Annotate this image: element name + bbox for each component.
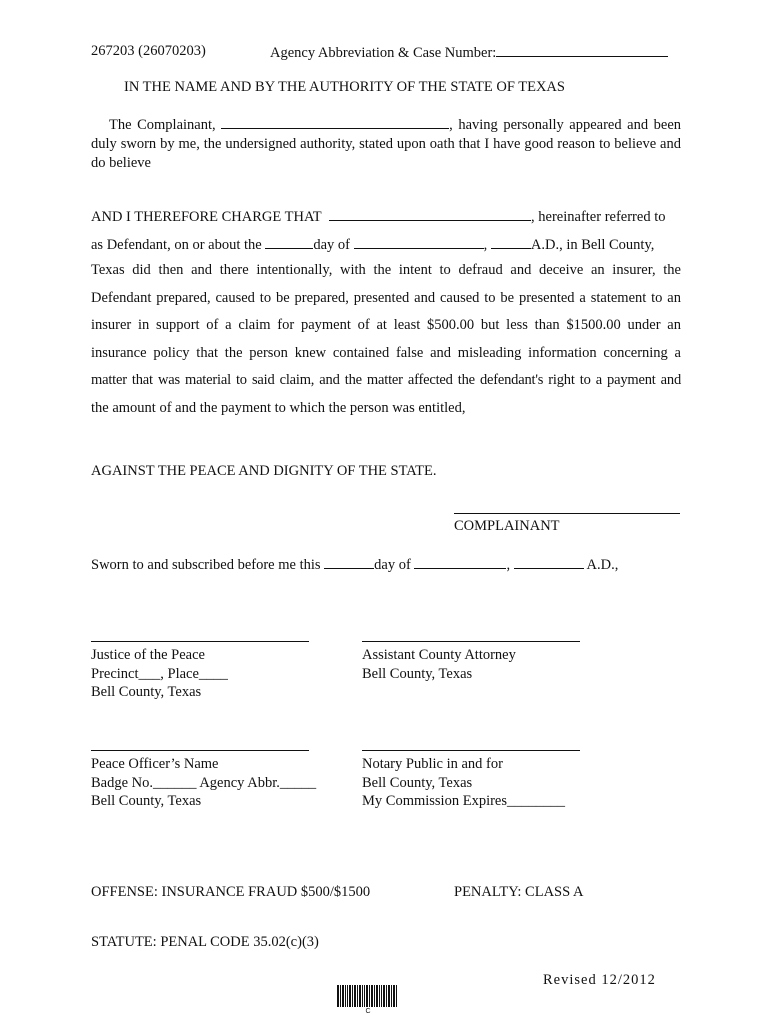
charge-body-line: insurer in support of a claim for payment of at least $500.00 but less than $1500.00 under an xyxy=(91,317,681,333)
complainant-paragraph xyxy=(91,115,681,173)
authority-line: IN THE NAME AND BY THE AUTHORITY OF THE STATE OF TEXAS xyxy=(124,79,565,95)
barcode-icon xyxy=(337,985,399,1013)
notary-commission: My Commission Expires________ xyxy=(362,793,566,809)
barcode-label: C xyxy=(365,1008,371,1013)
notary-county: Bell County, Texas xyxy=(362,774,473,791)
case-id: 267203 (26070203) xyxy=(91,43,206,59)
sworn-year-field[interactable] xyxy=(514,555,584,569)
attorney-title: Assistant County Attorney xyxy=(362,647,516,663)
complainant-suffix: , having personally appeared and been duly sworn by me, the undersigned authority, stated upon oath that I have good reason to believe and do believe xyxy=(91,117,682,171)
on-or-about-text: as Defendant, on or about the xyxy=(91,237,262,253)
officer-signature-line[interactable] xyxy=(91,750,309,751)
officer-county: Bell County, Texas xyxy=(91,793,202,809)
day-of-text: day of xyxy=(313,237,350,253)
defendant-name-field[interactable] xyxy=(329,207,531,221)
sworn-month-field[interactable] xyxy=(414,555,506,569)
officer-badge: Badge No.______ Agency Abbr._____ xyxy=(91,774,317,791)
offense-day-field[interactable] xyxy=(265,235,313,249)
justice-block xyxy=(91,646,228,702)
ad-county-text: A.D., in Bell County, xyxy=(530,237,655,253)
peace-dignity-line: AGAINST THE PEACE AND DIGNITY OF THE STATE. xyxy=(91,463,437,479)
agency-label-text: Agency Abbreviation & Case Number: xyxy=(270,45,497,61)
agency-case-number-field[interactable] xyxy=(496,43,668,57)
charge-body-line: the amount of and the payment to which the person was entitled, xyxy=(91,400,466,416)
justice-county: Bell County, Texas xyxy=(91,684,202,700)
sworn-ad: A.D., xyxy=(586,557,619,573)
officer-title: Peace Officer’s Name xyxy=(91,756,219,772)
sworn-line xyxy=(91,555,618,574)
sworn-prefix: Sworn to and subscribed before me this xyxy=(91,557,321,573)
complainant-prefix: The Complainant, xyxy=(109,117,216,133)
charge-body-line: insurance policy that the person knew contained false and misleading information concerning a xyxy=(91,345,681,361)
revised-date: Revised 12/2012 xyxy=(543,972,656,988)
justice-title: Justice of the Peace xyxy=(91,647,205,663)
sworn-day-field[interactable] xyxy=(324,555,374,569)
charge-body-line: matter that was material to said claim, and the matter affected the defendant's right to a payment and xyxy=(91,372,681,388)
charge-suffix: , hereinafter referred to xyxy=(531,209,666,225)
sworn-day-of: day of xyxy=(374,557,411,573)
offense-line: OFFENSE: INSURANCE FRAUD $500/$1500 xyxy=(91,884,371,900)
charge-prefix: AND I THEREFORE CHARGE THAT xyxy=(91,209,322,225)
attorney-county: Bell County, Texas xyxy=(362,665,473,682)
comma-text: , xyxy=(483,237,488,253)
agency-case-number-label xyxy=(270,43,668,62)
charge-line-1 xyxy=(91,207,681,226)
offense-month-field[interactable] xyxy=(354,235,484,249)
attorney-signature-line[interactable] xyxy=(362,641,580,642)
justice-signature-line[interactable] xyxy=(91,641,309,642)
justice-precinct: Precinct___, Place____ xyxy=(91,665,228,682)
charge-body-line: Texas did then and there intentionally, with the intent to defraud and deceive an insurer, the xyxy=(91,262,681,278)
officer-block xyxy=(91,755,316,811)
charge-body-line: Defendant prepared, caused to be prepared, presented and caused to be presented a statement to an xyxy=(91,290,681,306)
notary-signature-line[interactable] xyxy=(362,750,580,751)
statute-line: STATUTE: PENAL CODE 35.02(c)(3) xyxy=(91,934,319,950)
notary-title: Notary Public in and for xyxy=(362,756,503,772)
complainant-signature-line[interactable] xyxy=(454,513,680,514)
notary-block xyxy=(362,755,565,811)
offense-year-field[interactable] xyxy=(491,235,531,249)
charge-line-2 xyxy=(91,235,654,254)
complainant-name-field[interactable] xyxy=(221,115,449,129)
sworn-comma: , xyxy=(506,557,511,573)
complainant-label: COMPLAINANT xyxy=(454,518,560,534)
penalty-line: PENALTY: CLASS A xyxy=(454,884,584,900)
attorney-block xyxy=(362,646,516,683)
